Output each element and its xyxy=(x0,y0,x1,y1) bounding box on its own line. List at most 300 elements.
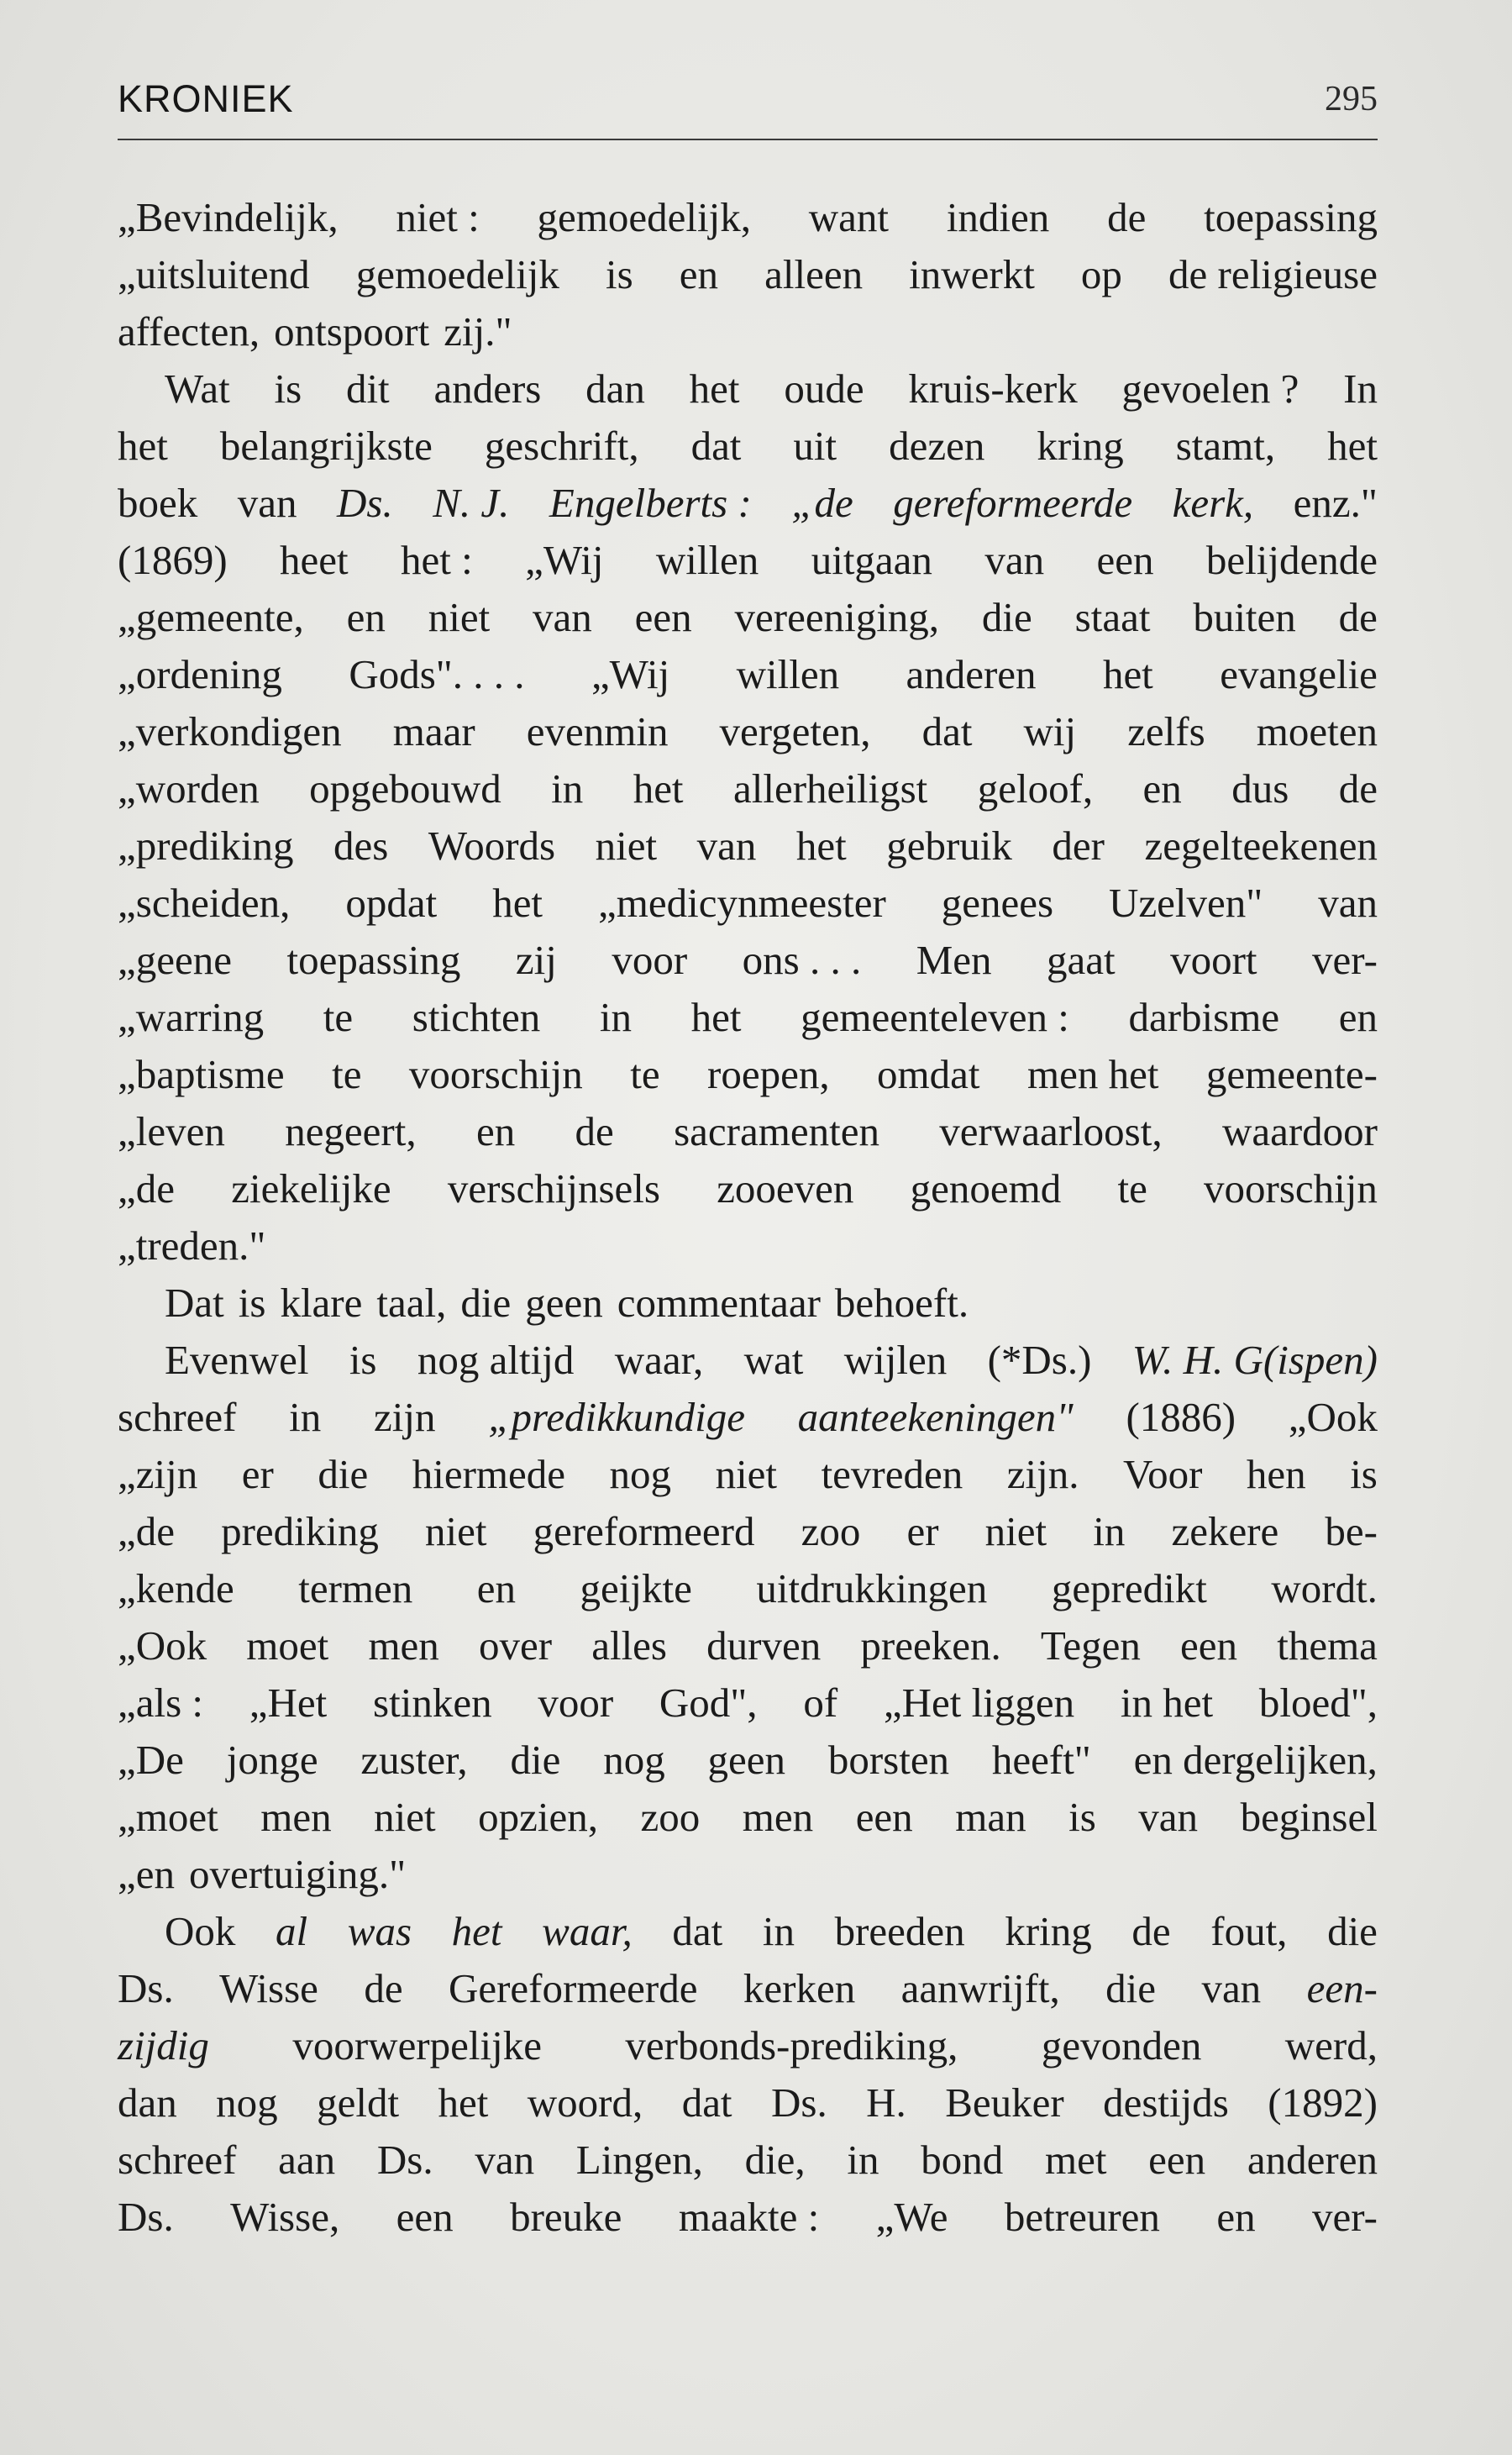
word: „Het liggen xyxy=(883,1680,1075,1726)
word: indien xyxy=(946,194,1050,240)
text-line xyxy=(118,2074,1378,2132)
word: van xyxy=(984,537,1045,583)
word: is xyxy=(274,365,302,412)
word: het xyxy=(118,423,168,469)
word: kring xyxy=(1005,1908,1092,1954)
word: Lingen, xyxy=(575,2137,703,2183)
word: te xyxy=(323,994,354,1040)
word: Men xyxy=(916,937,992,983)
word: van xyxy=(696,823,757,869)
word: genoemd xyxy=(910,1165,1062,1212)
word: een xyxy=(855,1794,913,1840)
word: en xyxy=(1216,2194,1256,2240)
word: schreef xyxy=(118,1394,237,1440)
word: dus xyxy=(1231,765,1289,812)
word: Gereformeerde xyxy=(448,1965,698,2011)
word: die xyxy=(510,1737,561,1783)
word: van xyxy=(237,480,297,526)
word: werd, xyxy=(1284,2022,1378,2069)
word: een- xyxy=(1306,1965,1378,2011)
word: breuke xyxy=(510,2194,622,2240)
text-line xyxy=(118,189,1378,246)
word: evangelie xyxy=(1220,651,1378,697)
word: „de xyxy=(791,480,853,526)
word: „als : xyxy=(118,1680,204,1726)
word: be- xyxy=(1325,1508,1378,1554)
word: belangrijkste xyxy=(219,423,433,469)
word: opzien, xyxy=(478,1794,599,1840)
word: ons . . . xyxy=(742,937,862,983)
text-line xyxy=(118,989,1378,1046)
word: gevoelen ? xyxy=(1121,365,1299,412)
word: des xyxy=(333,823,389,869)
word: ver- xyxy=(1312,2194,1378,2240)
word: het xyxy=(795,823,847,869)
word: Ds. xyxy=(337,480,393,526)
word: waardoor xyxy=(1221,1108,1378,1154)
word: „geene xyxy=(118,937,232,983)
word: stamt, xyxy=(1175,423,1276,469)
word: in xyxy=(599,994,632,1040)
word: darbisme xyxy=(1128,994,1280,1040)
word: sacramenten xyxy=(674,1108,879,1154)
word: stinken xyxy=(373,1680,492,1726)
word: kerk, xyxy=(1172,480,1254,526)
word: er xyxy=(906,1508,939,1554)
text-line xyxy=(118,246,1378,303)
word: aanteekeningen" xyxy=(797,1394,1074,1440)
word: „Wij xyxy=(525,537,604,583)
text-line xyxy=(118,2017,1378,2074)
word: affecten, xyxy=(118,308,260,355)
word: het xyxy=(451,1908,502,1954)
word: (1886) xyxy=(1126,1394,1236,1440)
text-line xyxy=(118,932,1378,989)
word: moet xyxy=(246,1622,329,1669)
word: heet xyxy=(280,537,349,583)
text-line xyxy=(118,1160,1378,1217)
word: en xyxy=(1338,994,1378,1040)
body-text xyxy=(118,189,1378,2246)
word: „de xyxy=(118,1508,175,1554)
word: wordt. xyxy=(1271,1565,1378,1611)
word: „zijn xyxy=(118,1451,198,1497)
word: zuster, xyxy=(360,1737,468,1783)
word: die xyxy=(1327,1908,1378,1954)
word: die xyxy=(318,1451,369,1497)
word: wat xyxy=(743,1337,804,1383)
word: voort xyxy=(1170,937,1257,983)
word: „uitsluitend xyxy=(118,251,310,297)
word: Engelberts : xyxy=(549,480,752,526)
word: het xyxy=(1327,423,1378,469)
word: dit xyxy=(345,365,390,412)
word: voorschijn xyxy=(408,1051,583,1097)
word: gereformeerde xyxy=(893,480,1133,526)
word: niet : xyxy=(396,194,480,240)
word: „leven xyxy=(118,1108,225,1154)
word: aanwrijft, xyxy=(900,1965,1060,2011)
word: vereeniging, xyxy=(734,594,940,640)
word: oude xyxy=(784,365,864,412)
word: die xyxy=(460,1280,512,1326)
word: anderen xyxy=(906,651,1037,697)
text-line xyxy=(118,703,1378,760)
word: is xyxy=(606,251,633,297)
word: geldt xyxy=(317,2079,400,2126)
word: en xyxy=(1142,765,1182,812)
word: „gemeente, xyxy=(118,594,304,640)
word: nog xyxy=(603,1737,665,1783)
word: gemoedelijk, xyxy=(537,194,751,240)
word: maar xyxy=(392,708,475,754)
word: nog xyxy=(216,2079,278,2126)
word: behoeft. xyxy=(834,1280,969,1326)
page-header xyxy=(118,77,1378,128)
word: Ds. xyxy=(118,1965,174,2011)
word: genees xyxy=(941,880,1054,926)
word: gaat xyxy=(1047,937,1116,983)
word: opdat xyxy=(345,880,438,926)
word: Gods". . . . xyxy=(349,651,525,697)
text-line xyxy=(118,1446,1378,1503)
word: „Bevindelijk, xyxy=(118,194,339,240)
word: H. xyxy=(866,2079,906,2126)
word: toepassing xyxy=(286,937,461,983)
word: stichten xyxy=(412,994,541,1040)
word: prediking xyxy=(221,1508,379,1554)
word: Ds. xyxy=(118,2194,174,2240)
word: zij xyxy=(515,937,557,983)
word: hen xyxy=(1246,1451,1306,1497)
word: die, xyxy=(744,2137,806,2183)
word: In xyxy=(1343,365,1378,412)
word: commentaar xyxy=(617,1280,821,1326)
header-rule xyxy=(118,139,1378,140)
word: schreef xyxy=(118,2137,237,2183)
word: was xyxy=(347,1908,412,1954)
word: beginsel xyxy=(1240,1794,1378,1840)
word: willen xyxy=(655,537,759,583)
word: in het xyxy=(1120,1680,1214,1726)
text-line xyxy=(118,2132,1378,2189)
word: heeft" xyxy=(991,1737,1091,1783)
word: ziekelijke xyxy=(231,1165,391,1212)
word: anderen xyxy=(1247,2137,1378,2183)
word: zoo xyxy=(801,1508,861,1554)
page-number: 295 xyxy=(1325,80,1378,118)
word: Ds. xyxy=(770,2079,827,2126)
word: der xyxy=(1052,823,1105,869)
word: men xyxy=(368,1622,439,1669)
word: in xyxy=(847,2137,879,2183)
word: belijdende xyxy=(1205,537,1378,583)
text-line xyxy=(118,303,1378,360)
word: Dat xyxy=(165,1280,224,1326)
word: gevonden xyxy=(1041,2022,1202,2069)
word: moeten xyxy=(1256,708,1378,754)
word: de xyxy=(1131,1908,1171,1954)
word: nog altijd xyxy=(417,1337,575,1383)
word: „moet xyxy=(118,1794,218,1840)
word: kring xyxy=(1037,423,1124,469)
word: hiermede xyxy=(412,1451,566,1497)
word: niet xyxy=(595,823,658,869)
word: niet xyxy=(428,594,491,640)
word: gereformeerd xyxy=(533,1508,755,1554)
word: „de xyxy=(118,1165,175,1212)
word: Evenwel xyxy=(165,1337,309,1383)
word: te xyxy=(630,1051,660,1097)
word: voor xyxy=(612,937,688,983)
word: „Het xyxy=(249,1680,328,1726)
word: een xyxy=(1096,537,1154,583)
word: enz." xyxy=(1293,480,1378,526)
word: men het xyxy=(1026,1051,1159,1097)
word: wijlen xyxy=(843,1337,948,1383)
word: Uzelven" xyxy=(1109,880,1263,926)
word: verschijnsels xyxy=(447,1165,660,1212)
word: buiten xyxy=(1193,594,1296,640)
word: „predikkundige xyxy=(488,1394,745,1440)
word: of xyxy=(803,1680,838,1726)
word: alles xyxy=(591,1622,667,1669)
word: het : xyxy=(401,537,473,583)
word: over xyxy=(478,1622,553,1669)
text-line xyxy=(118,1732,1378,1789)
word: dan xyxy=(118,2079,177,2126)
word: „Ook xyxy=(118,1622,207,1669)
word: in xyxy=(762,1908,795,1954)
word: een xyxy=(1148,2137,1206,2183)
word: taal, xyxy=(376,1280,447,1326)
word: zegelteekenen xyxy=(1144,823,1378,869)
word: Ook xyxy=(165,1908,236,1954)
word: negeert, xyxy=(285,1108,417,1154)
word: is xyxy=(238,1280,266,1326)
word: het xyxy=(689,365,740,412)
word: te xyxy=(1117,1165,1147,1212)
word: thema xyxy=(1277,1622,1378,1669)
word: voorwerpelijke xyxy=(292,2022,542,2069)
word: „treden." xyxy=(118,1222,266,1269)
word: en dergelijken, xyxy=(1133,1737,1378,1783)
word: „verkondigen xyxy=(118,708,342,754)
word: is xyxy=(1068,1794,1096,1840)
word: en xyxy=(346,594,386,640)
word: „kende xyxy=(118,1565,234,1611)
word: op xyxy=(1080,251,1122,297)
word: is xyxy=(1350,1451,1378,1497)
word: (1892) xyxy=(1268,2079,1378,2126)
text-line xyxy=(118,1846,1378,1903)
word: voorschijn xyxy=(1204,1165,1378,1212)
word: en xyxy=(679,251,719,297)
word: een xyxy=(1180,1622,1238,1669)
word: voor xyxy=(538,1680,614,1726)
word: gepredikt xyxy=(1051,1565,1207,1611)
text-line xyxy=(118,1275,1378,1332)
word: dan xyxy=(585,365,645,412)
word: W. H. G(ispen) xyxy=(1131,1337,1378,1383)
word: „prediking xyxy=(118,823,294,869)
word: geen xyxy=(525,1280,603,1326)
word: kerken xyxy=(743,1965,856,2011)
word: gemoedelijk xyxy=(355,251,559,297)
word: roepen, xyxy=(707,1051,830,1097)
word: het xyxy=(690,994,742,1040)
word: ontspoort xyxy=(274,308,430,355)
word: kruis-kerk xyxy=(908,365,1078,412)
word: die xyxy=(981,594,1032,640)
word: zoo xyxy=(640,1794,701,1840)
word: preeken. xyxy=(860,1622,1001,1669)
word: waar, xyxy=(542,1908,633,1954)
word: gemeenteleven : xyxy=(801,994,1069,1040)
text-line xyxy=(118,875,1378,932)
word: alleen xyxy=(764,251,864,297)
word: zooeven xyxy=(717,1165,854,1212)
word: „ordening xyxy=(118,651,282,697)
word: jonge xyxy=(226,1737,318,1783)
word: woord, xyxy=(527,2079,643,2126)
word: „We xyxy=(875,2194,948,2240)
word: zijn. xyxy=(1006,1451,1079,1497)
text-line xyxy=(118,760,1378,817)
word: van xyxy=(1318,880,1378,926)
word: de xyxy=(1338,594,1378,640)
word: niet xyxy=(984,1508,1047,1554)
word: van xyxy=(475,2137,535,2183)
word: breeden xyxy=(834,1908,965,1954)
text-line xyxy=(118,532,1378,589)
word: zij." xyxy=(444,308,512,355)
word: het xyxy=(1102,651,1153,697)
word: de xyxy=(575,1108,614,1154)
word: zelfs xyxy=(1127,708,1205,754)
word: de religieuse xyxy=(1168,251,1378,297)
text-line xyxy=(118,1332,1378,1389)
word: Tegen xyxy=(1040,1622,1141,1669)
word: Wat xyxy=(165,365,230,412)
word: al xyxy=(276,1908,308,1954)
word: anders xyxy=(433,365,542,412)
word: zijn xyxy=(374,1394,436,1440)
word: termen xyxy=(298,1565,413,1611)
word: Wisse xyxy=(219,1965,318,2011)
word: de xyxy=(1338,765,1378,812)
text-line xyxy=(118,1674,1378,1732)
word: geen xyxy=(707,1737,785,1783)
text-line xyxy=(118,646,1378,703)
word: „warring xyxy=(118,994,265,1040)
word: men xyxy=(742,1794,814,1840)
text-line xyxy=(118,2189,1378,2246)
word: dat xyxy=(690,423,742,469)
word: in xyxy=(289,1394,322,1440)
text-line xyxy=(118,1560,1378,1617)
word: gemeente- xyxy=(1205,1051,1378,1097)
word: opgebouwd xyxy=(309,765,501,812)
word: het xyxy=(438,2079,489,2126)
text-line xyxy=(118,1617,1378,1674)
text-line xyxy=(118,1389,1378,1446)
word: „Wij xyxy=(591,651,670,697)
word: in xyxy=(1093,1508,1126,1554)
word: „scheiden, xyxy=(118,880,291,926)
word: „en xyxy=(118,1851,175,1897)
word: verbonds-prediking, xyxy=(625,2022,958,2069)
word: Wisse, xyxy=(230,2194,340,2240)
word: tevreden xyxy=(821,1451,963,1497)
word: Woords xyxy=(428,823,556,869)
word: niet xyxy=(425,1508,487,1554)
word: „medicynmeester xyxy=(598,880,886,926)
word: de xyxy=(364,1965,403,2011)
word: dezen xyxy=(889,423,985,469)
word: een xyxy=(634,594,692,640)
text-line xyxy=(118,1960,1378,2017)
word: geloof, xyxy=(977,765,1094,812)
word: van xyxy=(1138,1794,1199,1840)
word: uit xyxy=(793,423,837,469)
text-line xyxy=(118,1789,1378,1846)
word: Beuker xyxy=(945,2079,1064,2126)
word: „Ook xyxy=(1288,1394,1378,1440)
word: van xyxy=(533,594,592,640)
running-head: KRONIEK xyxy=(118,77,294,120)
text-line xyxy=(118,418,1378,475)
text-line xyxy=(118,1903,1378,1960)
word: in xyxy=(551,765,584,812)
word: die xyxy=(1105,1965,1157,2011)
word: geschrift, xyxy=(484,423,639,469)
word: betreuren xyxy=(1004,2194,1160,2240)
word: gebruik xyxy=(886,823,1012,869)
word: men xyxy=(260,1794,332,1840)
word: nog xyxy=(609,1451,672,1497)
word: inwerkt xyxy=(909,251,1035,297)
word: maakte : xyxy=(678,2194,820,2240)
word: van xyxy=(1201,1965,1262,2011)
word: uitgaan xyxy=(811,537,932,583)
word: niet xyxy=(374,1794,436,1840)
word: niet xyxy=(715,1451,778,1497)
word: God", xyxy=(659,1680,758,1726)
word: en xyxy=(476,1565,517,1611)
text-line xyxy=(118,589,1378,646)
word: het xyxy=(492,880,543,926)
word: met xyxy=(1044,2137,1107,2183)
word: waar, xyxy=(614,1337,704,1383)
word: overtuiging." xyxy=(189,1851,407,1897)
word: N. J. xyxy=(433,480,510,526)
text-line xyxy=(118,1217,1378,1275)
word: destijds xyxy=(1103,2079,1229,2126)
word: want xyxy=(808,194,890,240)
word: bloed", xyxy=(1258,1680,1378,1726)
word: aan xyxy=(278,2137,336,2183)
word: man xyxy=(955,1794,1026,1840)
word: bond xyxy=(921,2137,1004,2183)
word: een xyxy=(396,2194,454,2240)
word: staat xyxy=(1074,594,1151,640)
text-line xyxy=(118,1103,1378,1160)
word: vergeten, xyxy=(719,708,871,754)
word: omdat xyxy=(877,1051,980,1097)
word: borsten xyxy=(827,1737,950,1783)
text-line xyxy=(118,475,1378,532)
